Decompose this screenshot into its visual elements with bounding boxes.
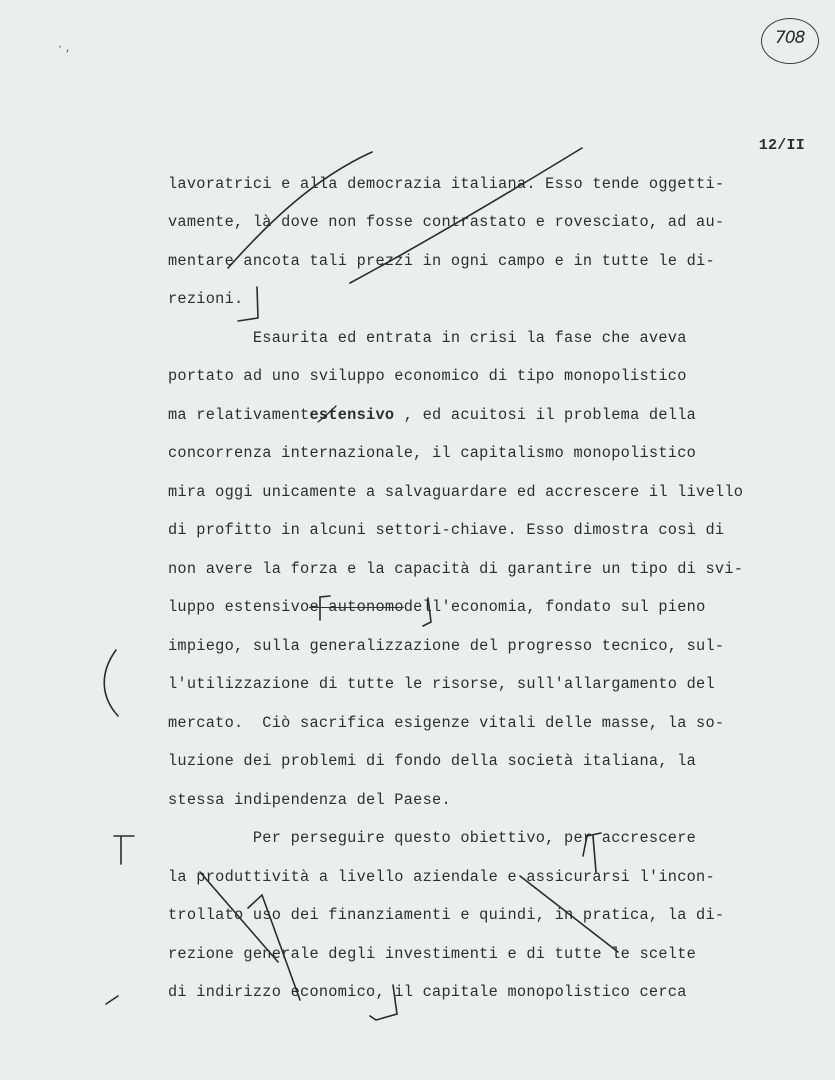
- text-line-15: mercato. Ciò sacrifica esigenze vitali delle masse, la so-: [168, 714, 725, 732]
- text-line-19: la produttività a livello aziendale e assicurarsi l'incon-: [168, 868, 715, 886]
- speck-marks: · ,: [58, 40, 70, 54]
- text-line-22-end: il capitale monopolistico cerca: [384, 983, 687, 1001]
- text-line-21: rezione generale degli investimenti e di tutte le scelte: [168, 945, 697, 963]
- inserted-word: estensivo: [309, 406, 395, 424]
- margin-parenthesis: [104, 650, 118, 716]
- text-line-18-end: per accrescere: [554, 829, 697, 847]
- text-line-7-end: , ed acuitosi il problema della: [394, 406, 697, 424]
- text-line-20: trollato uso dei finanziamenti e quindi, in pratica, la di-: [168, 906, 725, 924]
- text-line-12-end: dell'economia, fondato sul pieno: [403, 598, 706, 616]
- text-line-13: impiego, sulla generalizzazione del progresso tecnico, sul-: [168, 637, 725, 655]
- text-line-14: l'utilizzazione di tutte le risorse, sull'allargamento del: [168, 675, 715, 693]
- text-line-5: Esaurita ed entrata in crisi la fase che aveva: [168, 329, 687, 347]
- struck-words: e autonomo: [309, 598, 404, 616]
- text-line-6: portato ad uno sviluppo economico di tipo monopolistico: [168, 367, 687, 385]
- text-line-22: [168, 983, 687, 1001]
- text-line-11: non avere la forza e la capacità di garantire un tipo di svi-: [168, 560, 744, 578]
- text-line-8: concorrenza internazionale, il capitalismo monopolistico: [168, 444, 697, 462]
- deletion-stroke-1: [228, 152, 372, 268]
- text-line-7-start: ma relativament: [168, 406, 310, 424]
- text-line-2: vamente, là dove non fosse contrastato e rovesciato, ad au-: [168, 213, 725, 231]
- page-number: 12/II: [758, 137, 805, 154]
- text-line-12-start: luppo estensivo: [168, 598, 310, 616]
- text-line-22-start: di indirizzo economico,: [168, 983, 385, 1001]
- text-line-17: stessa indipendenza del Paese.: [168, 791, 451, 809]
- text-line-18: [168, 829, 696, 847]
- text-line-18-start: Per perseguire questo obiettivo,: [168, 829, 555, 847]
- text-line-1: lavoratrici e alla democrazia italiana. Esso tende oggetti-: [168, 175, 725, 193]
- text-line-16: luzione dei problemi di fondo della società italiana, la: [168, 752, 697, 770]
- text-line-10: di profitto in alcuni settori-chiave. Esso dimostra così di: [168, 521, 725, 539]
- text-line-3: mentare ancota tali prezzi in ogni campo e in tutte le di-: [168, 252, 715, 270]
- margin-t-mark: [114, 836, 134, 864]
- text-line-12: [168, 598, 706, 616]
- text-line-7: [168, 406, 696, 424]
- text-line-9: mira oggi unicamente a salvaguardare ed accrescere il livello: [168, 483, 744, 501]
- margin-tick: [106, 996, 118, 1004]
- text-line-4: rezioni.: [168, 290, 244, 308]
- archive-stamp-number: 708: [775, 28, 805, 48]
